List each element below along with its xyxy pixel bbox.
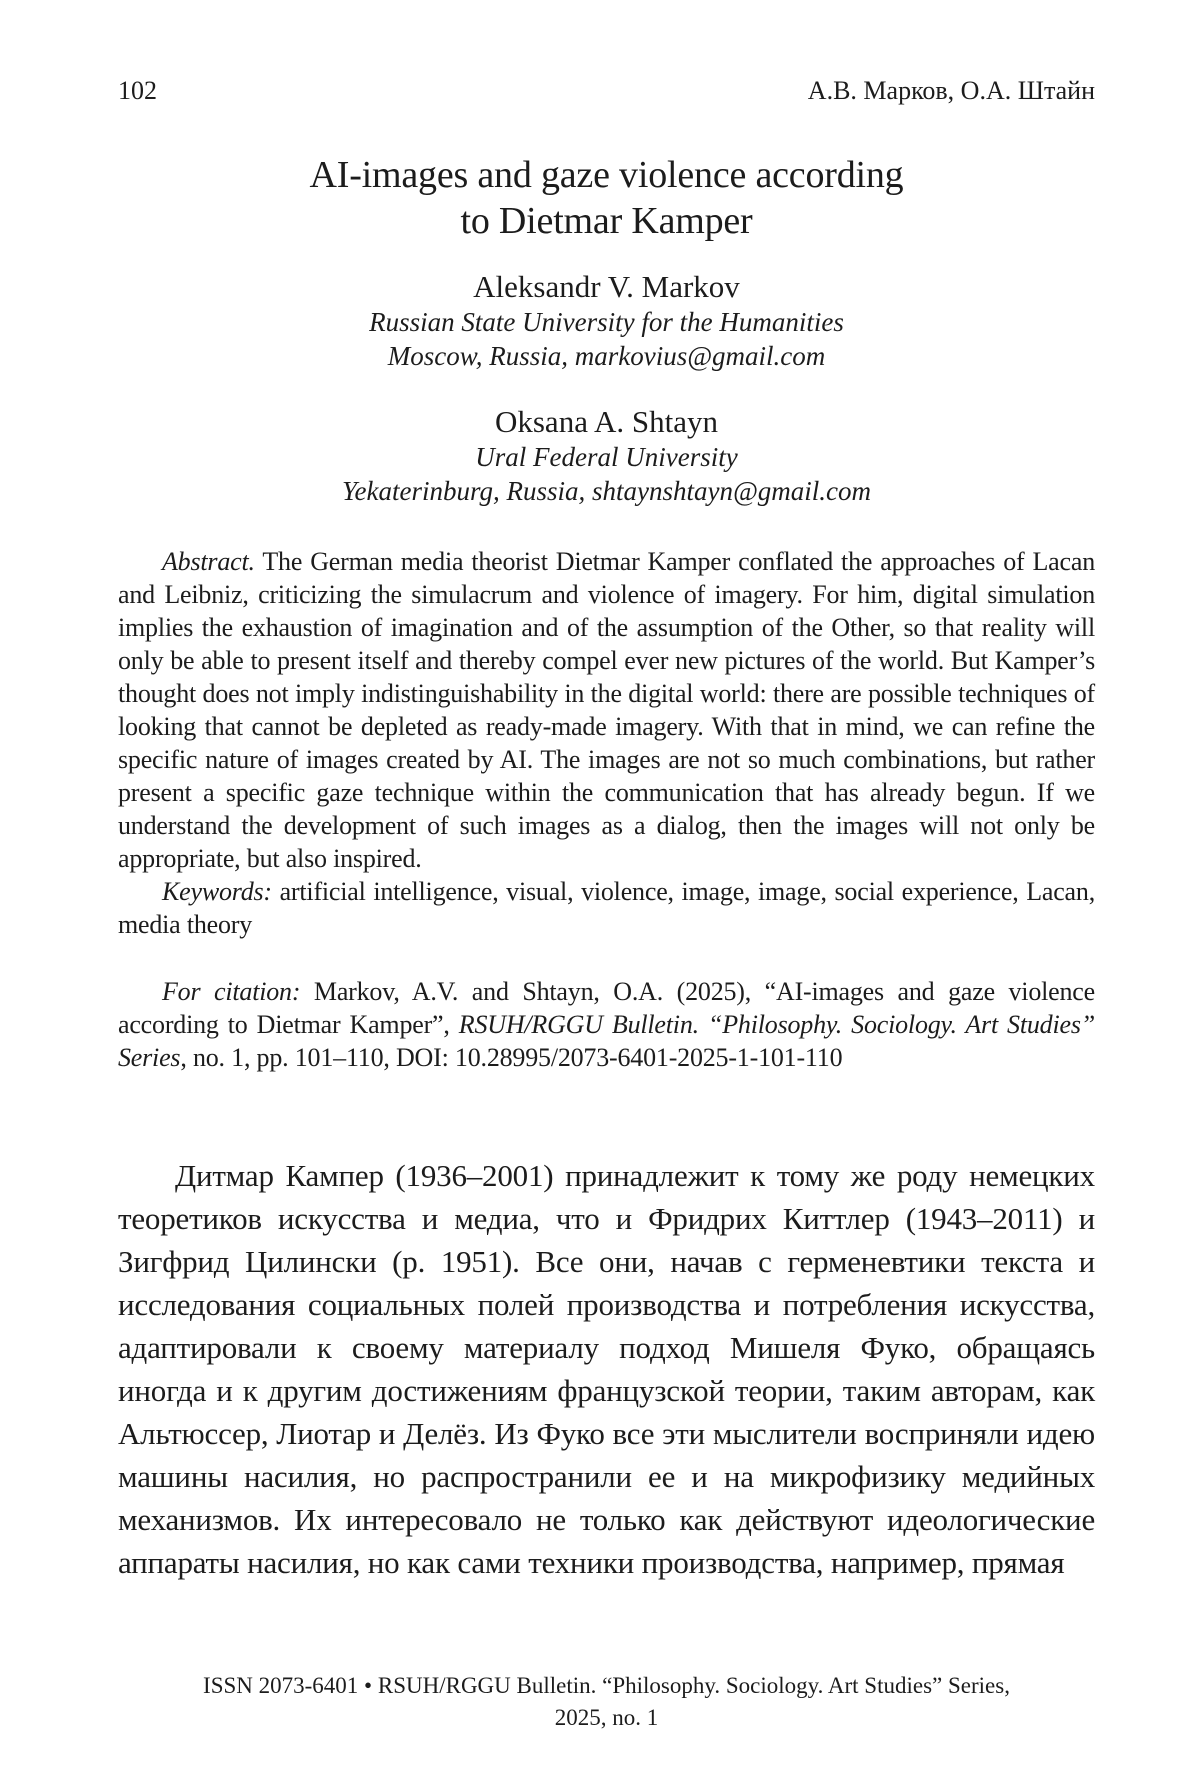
running-authors: А.В. Марков, О.А. Штайн [807, 76, 1095, 105]
citation-paragraph [118, 975, 1095, 1074]
author-block-shtayn [118, 403, 1095, 508]
journal-footer [118, 1670, 1095, 1734]
author-name: Oksana A. Shtayn [494, 404, 718, 439]
author-name: Aleksandr V. Markov [473, 269, 740, 304]
article-title-line-1: AI-images and gaze violence according [309, 154, 904, 196]
running-head [118, 76, 1095, 106]
author-affiliation: Russian State University for the Humanities [369, 307, 844, 337]
article-title-line-2: to Dietmar Kamper [460, 200, 753, 242]
article-title [118, 152, 1095, 244]
author-contact: Moscow, Russia, markovius@gmail.com [387, 341, 826, 371]
author-block-markov [118, 268, 1095, 373]
citation-text-part1: Markov, A.V. and Shtayn, O.A. (2025), “AI-images and gaze violence according to Dietmar Kamper”, [118, 977, 1095, 1039]
author-affiliation: Ural Federal University [475, 442, 738, 472]
author-contact: Yekaterinburg, Russia, shtaynshtayn@gmail.com [341, 476, 872, 506]
page-number: 102 [118, 76, 157, 105]
body-paragraph-russian [118, 1154, 1095, 1584]
citation-journal-name: RSUH/RGGU Bulletin. “Philosophy. Sociology. Art Studies” Series [118, 1010, 1095, 1072]
keywords-text: artificial intelligence, visual, violence, image, image, social experience, Lacan, media theory [118, 877, 1095, 939]
abstract-paragraph [118, 545, 1095, 875]
footer-line-1: ISSN 2073-6401 • RSUH/RGGU Bulletin. “Philosophy. Sociology. Art Studies” Series, [203, 1673, 1010, 1698]
footer-line-2: 2025, no. 1 [554, 1705, 659, 1730]
keywords-paragraph [118, 875, 1095, 941]
citation-text-part2: , no. 1, pp. 101–110, DOI: 10.28995/2073-6401-2025-1-101-110 [180, 1043, 843, 1072]
abstract-text: The German media theorist Dietmar Kamper conflated the approaches of Lacan and Leibniz, criticizing the simulacrum and violence of imagery. For him, digital simulation implies the exhaustion of imagination and of the assumption of the Other, so that reality will only be able to present itself and thereby compel ever new pictures of the world. But Kamper’s thought does not imply indistinguishability in the digital world: there are possible techniques of looking that cannot be depleted as ready-made imagery. With that in mind, we can refine the specific nature of images created by AI. The images are not so much combinations, but rather present a specific gaze technique within the communication that has already begun. If we understand the development of such images as a dialog, then the images will not only be appropriate, but also inspired. [118, 547, 1095, 873]
body-paragraph-text: Дитмар Кампер (1936–2001) принадлежит к тому же роду немецких теоретиков искусства и медиа, что и Фридрих Киттлер (1943–2011) и Зигфрид Цилински (р. 1951). Все они, начав с герменевтики текста и исследования социальных полей производства и потребления искусства, адаптировали к своему материалу подход Мишеля Фуко, обращаясь иногда и к другим достижениям французской теории, таким авторам, как Альтюссер, Лиотар и Делёз. Из Фуко все эти мыслители восприняли идею машины насилия, но распространили ее и на микрофизику медийных механизмов. Их интересовало не только как действуют идеологические аппараты насилия, но как сами техники производства, например, прямая [118, 1158, 1095, 1580]
citation-label: For citation: [162, 977, 301, 1006]
abstract-label: Abstract. [162, 547, 255, 576]
keywords-label: Keywords: [162, 877, 272, 906]
